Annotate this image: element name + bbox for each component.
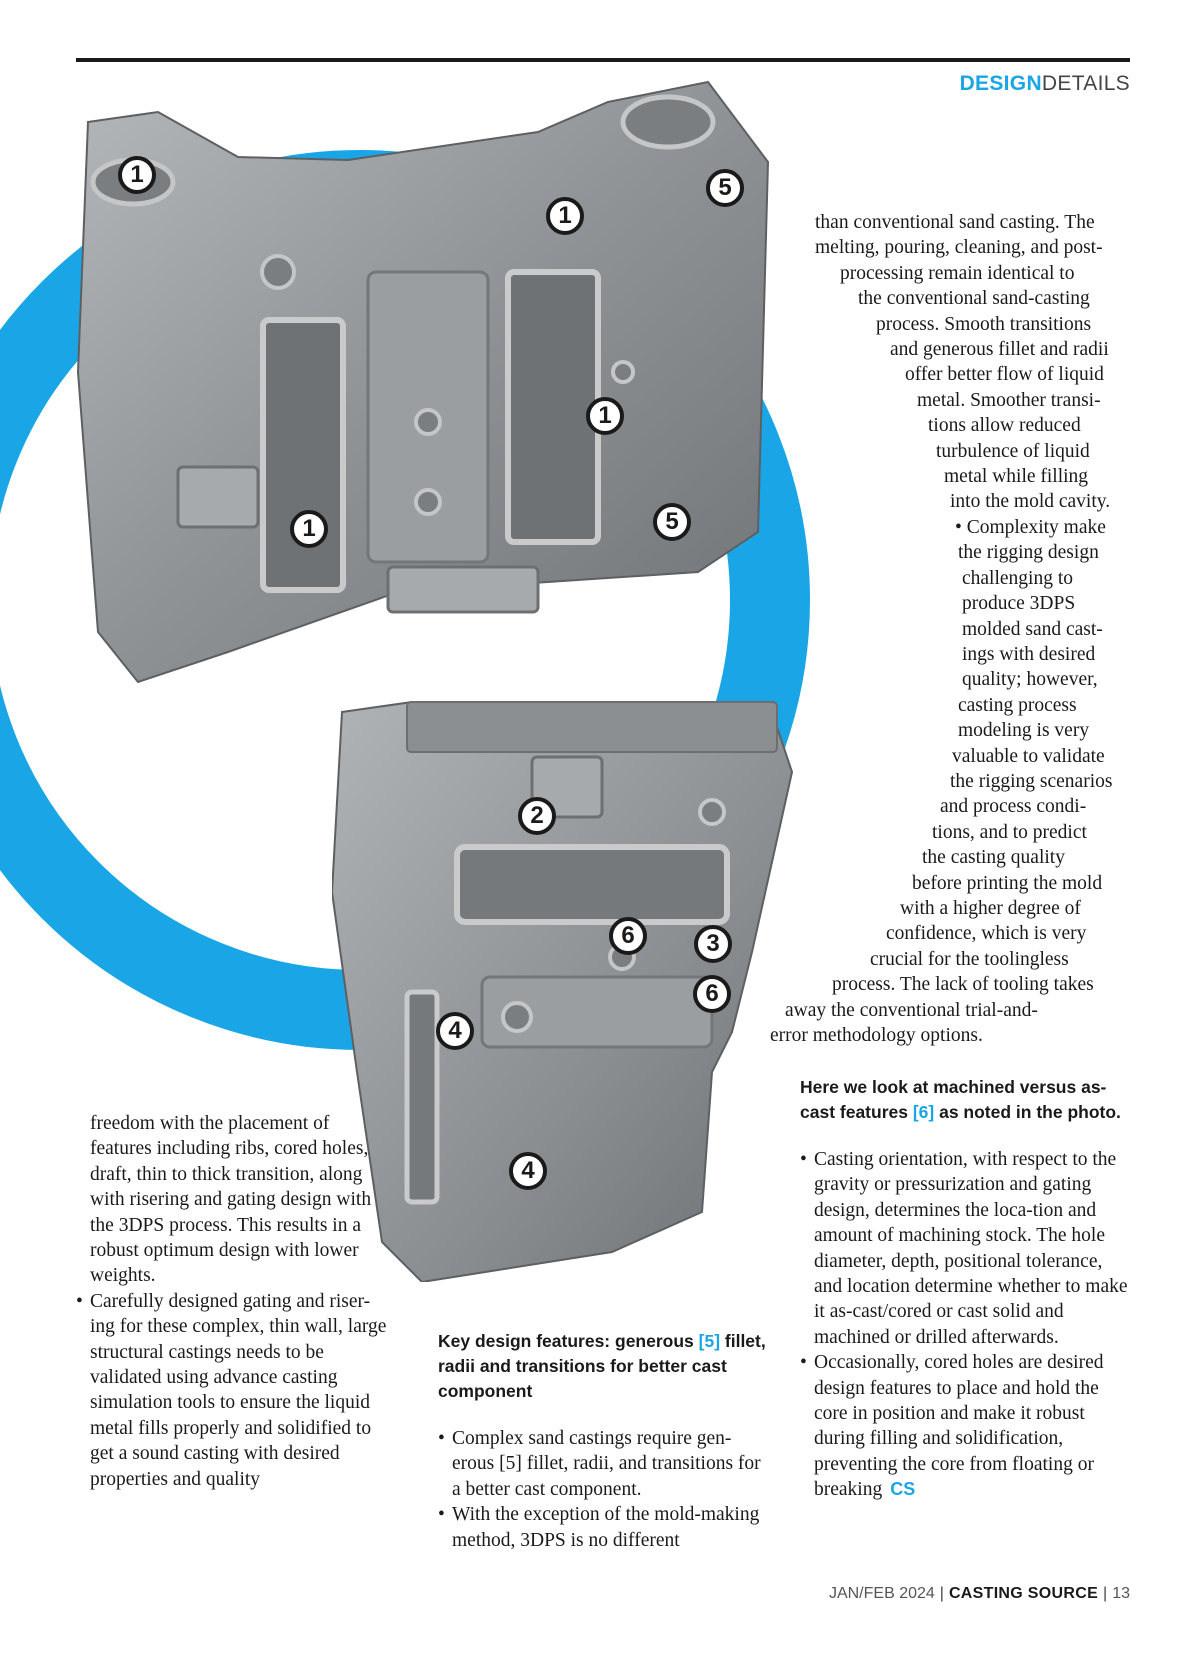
text-line: away the conventional trial-and- [785, 999, 1038, 1021]
left-bullet: • Carefully designed gating and riser-ing for these complex, thin wall, large structural castings needs to be validated using advance casting simulation tools to ensure the liquid metal fills properly and solidified to get a sound casting with desired properties and quality [76, 1289, 394, 1492]
feature-marker: 5 [706, 169, 744, 207]
feature-marker: 3 [694, 925, 732, 963]
text-line: ings with desired [962, 643, 1096, 665]
text-line: process. Smooth transitions [876, 313, 1092, 335]
text-line: tions allow reduced [928, 415, 1081, 437]
text-line: tions, and to predict [932, 821, 1087, 843]
page-footer: JAN/FEB 2024 | CASTING SOURCE | 13 [828, 1585, 1130, 1602]
middle-bullet: • Complex sand castings require gen-erous [5] fillet, radii, and transitions for a better cast component. [438, 1426, 768, 1502]
text-line: offer better flow of liquid [905, 364, 1104, 386]
top-rule [76, 58, 1130, 62]
right-lower-column [800, 1075, 1130, 1503]
feature-marker: 6 [693, 975, 731, 1013]
feature-marker: 1 [586, 397, 624, 435]
middle-heading: Key design features: generous [5] fillet, radii and transitions for better cast component [438, 1331, 766, 1401]
feature-marker: 5 [653, 503, 691, 541]
left-intro-paragraph: freedom with the placement of features including ribs, cored holes, draft, thin to thick transition, along with risering and gating design with the 3DPS process. This results in a robust optimum design with lower weights. [90, 1113, 372, 1287]
feature-marker: 4 [509, 1152, 547, 1190]
text-line: error methodology options. [770, 1025, 983, 1046]
text-line: the rigging scenarios [950, 770, 1113, 792]
text-line: processing remain identical to [840, 262, 1075, 284]
text-line: and process condi- [940, 796, 1087, 818]
text-line: turbulence of liquid [936, 440, 1090, 462]
end-mark: CS [890, 1479, 916, 1500]
right-text-wrap [770, 210, 1150, 1048]
text-line: into the mold cavity. [950, 491, 1111, 513]
text-line: • Complexity make [955, 516, 1106, 538]
text-line: produce 3DPS [962, 593, 1076, 615]
text-line: the casting quality [922, 847, 1065, 869]
right-heading: Here we look at machined versus as-cast features [6] as noted in the photo. [800, 1077, 1121, 1122]
text-line: casting process [958, 694, 1077, 716]
text-line: challenging to [962, 567, 1074, 589]
text-line: molded sand cast- [962, 618, 1103, 640]
text-line: modeling is very [958, 720, 1090, 742]
engine-block-photo-bottom [332, 692, 827, 1282]
text-line: than conventional sand casting. The [815, 212, 1095, 233]
text-line: metal while filling [944, 466, 1089, 488]
feature-marker: 4 [436, 1012, 474, 1050]
text-line: before printing the mold [912, 872, 1103, 894]
text-line: the rigging design [958, 542, 1099, 564]
feature-marker: 1 [118, 156, 156, 194]
text-line: and generous fillet and radii [890, 339, 1109, 361]
middle-column [438, 1329, 768, 1553]
middle-bullet: • With the exception of the mold-making method, 3DPS is no different [438, 1502, 768, 1553]
engine-block-photo-top [68, 72, 818, 692]
feature-marker: 1 [290, 510, 328, 548]
right-bullet: • Casting orientation, with respect to the gravity or pressurization and gating design, determines the loca-tion and amount of machining stock. The hole diameter, depth, positional tolerance, and location determine whether to make it as-cast/cored or cast solid and machined or drilled afterwards. [800, 1147, 1130, 1350]
text-line: the conventional sand-casting [858, 288, 1090, 310]
text-line: metal. Smoother transi- [917, 389, 1101, 411]
text-line: confidence, which is very [886, 923, 1087, 945]
left-column [76, 1111, 394, 1492]
feature-marker: 2 [518, 797, 556, 835]
feature-marker: 1 [546, 197, 584, 235]
text-line: valuable to validate [952, 745, 1105, 767]
right-bullet: • Occasionally, cored holes are desired design features to place and hold the core in position and make it robust during filling and solidification, preventing the core from floating or breaking CS [800, 1350, 1130, 1502]
feature-marker: 6 [609, 917, 647, 955]
text-line: quality; however, [962, 669, 1098, 691]
section-label: DESIGNDETAILS [959, 72, 1130, 95]
text-line: melting, pouring, cleaning, and post- [815, 237, 1103, 259]
page-number: 13 [1112, 1585, 1130, 1602]
text-line: process. The lack of tooling takes [832, 974, 1094, 996]
text-line: crucial for the toolingless [870, 948, 1069, 970]
text-line: with a higher degree of [900, 897, 1081, 919]
